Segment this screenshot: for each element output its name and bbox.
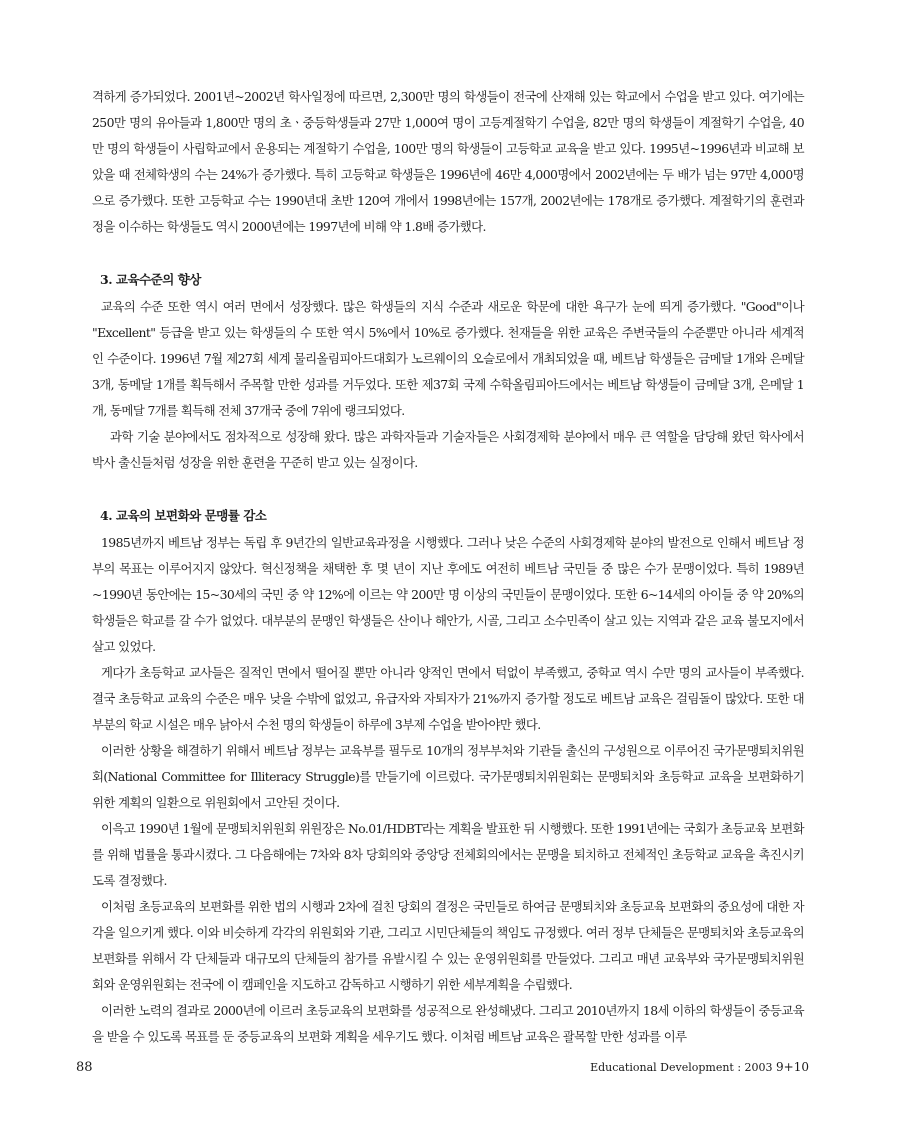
- section-4: [92, 504, 804, 1050]
- page-body: [92, 84, 804, 1050]
- paragraph: 1985년까지 베트남 정부는 독립 후 9년간의 일반교육과정을 시행했다. 그러나 낮은 수준의 사회경제학 분야의 발전으로 인해서 베트남 정부의 목표는 이루어지지 않았다. 혁신정책을 채택한 후 몇 년이 지난 후에도 여전히 베트남 국민들 중 많은 수가 문맹이었다. 특히 1989년~1990년 동안에는 15~30세의 국민 중 약 12%에 이르는 약 200만 명 이상의 국민들이 문맹이었다. 또한 6~14세의 아이들 중 약 20%의 학생들은 학교를 갈 수가 없었다. 대부분의 문맹인 학생들은 산이나 해안가, 시골, 그리고 소수민족이 살고 있는 지역과 같은 교육 불모지에서 살고 있었다.: [92, 535, 804, 654]
- paragraph: 교육의 수준 또한 역시 여러 면에서 성장했다. 많은 학생들의 지식 수준과 새로운 학문에 대한 욕구가 눈에 띄게 증가했다. "Good"이나 "Excellent" 등급을 받고 있는 학생들의 수 또한 역시 5%에서 10%로 증가했다. 천재들을 위한 교육은 주변국들의 수준뿐만 아니라 세계적인 수준이다. 1996년 7월 제27회 세계 물리올림피아드대회가 노르웨이의 오슬로에서 개최되었을 때, 베트남 학생들은 금메달 1개와 은메달 3개, 동메달 1개를 획득해서 주목할 만한 성과를 거두었다. 또한 제37회 국제 수학올림피아드에서는 베트남 학생들이 금메달 3개, 은메달 1개, 동메달 7개를 획득해 전체 37개국 중에 7위에 랭크되었다.: [92, 299, 804, 418]
- paragraph: 과학 기술 분야에서도 점차적으로 성장해 왔다. 많은 과학자들과 기술자들은 사회경제학 분야에서 매우 큰 역할을 담당해 왔던 학사에서 박사 출신들처럼 성장을 위한 훈련을 꾸준히 받고 있는 실정이다.: [92, 429, 804, 470]
- paragraph: 게다가 초등학교 교사들은 질적인 면에서 떨어질 뿐만 아니라 양적인 면에서 턱없이 부족했고, 중학교 역시 수만 명의 교사들이 부족했다. 결국 초등학교 교육의 수준은 매우 낮을 수밖에 없었고, 유급자와 자퇴자가 21%까지 증가할 정도로 베트남 교육은 걸림돌이 많았다. 또한 대부분의 학교 시설은 매우 낡아서 수천 명의 학생들이 하루에 3부제 수업을 받아야만 했다.: [92, 665, 804, 732]
- section-heading: 3. 교육수준의 향상: [100, 272, 201, 287]
- journal-info: [590, 1060, 809, 1074]
- paragraph: 이윽고 1990년 1월에 문맹퇴치위원회 위원장은 No.01/HDBT라는 계획을 발표한 뒤 시행했다. 또한 1991년에는 국회가 초등교육 보편화를 위해 법률을 통과시켰다. 그 다음해에는 7차와 8차 당회의와 중앙당 전체회의에서는 문맹을 퇴치하고 전체적인 초등학교 교육을 촉진시키도록 결정했다.: [92, 821, 804, 888]
- journal-issue: 9+10: [776, 1060, 809, 1074]
- page-number: 88: [76, 1060, 93, 1075]
- intro-text: [92, 84, 804, 240]
- paragraph: 격하게 증가되었다. 2001년~2002년 학사일정에 따르면, 2,300만 명의 학생들이 전국에 산재해 있는 학교에서 수업을 받고 있다. 여기에는 250만 명의 유아들과 1,800만 명의 초ㆍ중등학생들과 27만 1,000여 명이 고등계절학기 수업을, 82만 명의 학생들이 계절학기 수업을, 40만 명의 학생들이 사립학교에서 운용되는 계절학기 수업을, 100만 명의 학생들이 고등학교 교육을 받고 있다. 1995년~1996년과 비교해 보았을 때 전체학생의 수는 24%가 증가했다. 특히 고등학교 학생들은 1996년에 46만 4,000명에서 2002년에는 두 배가 넘는 97만 4,000명으로 증가했다. 또한 고등학교 수는 1990년대 초반 120여 개에서 1998년에는 157개, 2002년에는 178개로 증가했다. 계절학기의 훈련과정을 이수하는 학생들도 역시 2000년에는 1997년에 비해 약 1.8배 증가했다.: [92, 89, 804, 234]
- page-footer: [68, 1060, 809, 1082]
- paragraph: 이러한 상황을 해결하기 위해서 베트남 정부는 교육부를 필두로 10개의 정부부처와 기관들 출신의 구성원으로 이루어진 국가문맹퇴치위원회(National Committee for Illiteracy Struggle)를 만들기에 이르렀다. 국가문맹퇴치위원회는 문맹퇴치와 초등학교 교육을 보편화하기 위한 계획의 일환으로 위원회에서 고안된 것이다.: [92, 743, 804, 810]
- section-heading: 4. 교육의 보편화와 문맹률 감소: [100, 508, 267, 523]
- journal-title: Educational Development : 2003: [590, 1061, 773, 1074]
- paragraph: 이러한 노력의 결과로 2000년에 이르러 초등교육의 보편화를 성공적으로 완성해냈다. 그리고 2010년까지 18세 이하의 학생들이 중등교육을 받을 수 있도록 목표를 둔 중등교육의 보편화 계획을 세우기도 했다. 이처럼 베트남 교육은 괄목할 만한 성과를 이루: [92, 1003, 804, 1044]
- section-3: [92, 268, 804, 476]
- paragraph: 이처럼 초등교육의 보편화를 위한 법의 시행과 2차에 걸친 당회의 결정은 국민들로 하여금 문맹퇴치와 초등교육 보편화의 중요성에 대한 자각을 일으키게 했다. 이와 비슷하게 각각의 위원회와 기관, 그리고 시민단체들의 책임도 규정했다. 여러 정부 단체들은 문맹퇴치와 초등교육의 보편화를 위해서 각 단체들과 대규모의 단체들의 참가를 유발시킬 수 있는 운영위원회를 만들었다. 그리고 매년 교육부와 국가문맹퇴치위원회와 운영위원회는 전국에 이 캠페인을 지도하고 감독하고 시행하기 위한 세부계획을 수립했다.: [92, 899, 804, 992]
